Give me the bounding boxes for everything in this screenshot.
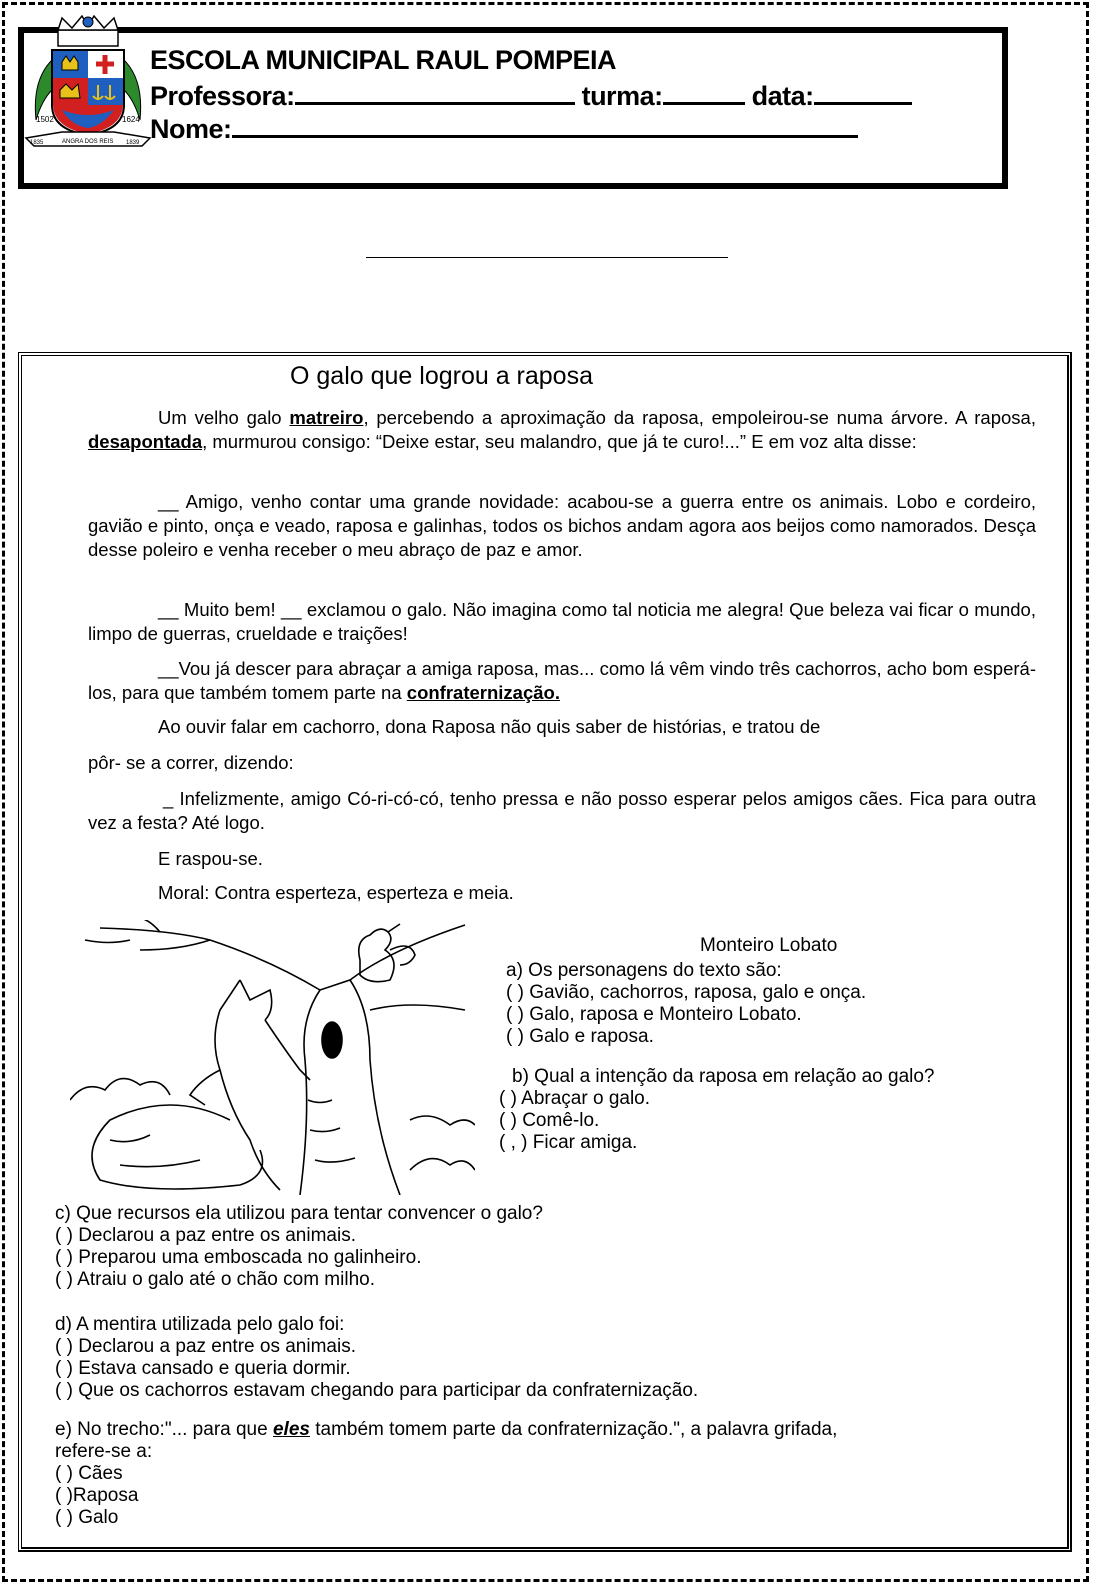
question-c [55,1203,543,1291]
story-paragraph-6: _ Infelizmente, amigo Có-ri-có-có, tenho pressa e não posso esperar pelos amigos cães. Fica para outra vez a festa? Até logo. [88,788,1036,833]
teacher-label: Professora: [150,81,295,111]
header-line-2 [150,80,912,112]
question-e-option-1[interactable]: ( ) Cães [55,1463,123,1484]
question-e-prompt-2: refere-se a: [55,1441,153,1462]
underlined-word-eles: eles [272,1419,310,1440]
story-paragraph-2: __ Amigo, venho contar uma grande novidade: acabou-se a guerra entre os animais. Lobo e cordeiro, gavião e pinto, onça e veado, raposa e galinhas, todos os bichos andam agora aos beijos como namorados. Desça desse poleiro e venha receber o meu abraço de paz e amor. [88,491,1036,560]
question-a [506,960,866,1048]
story-paragraph-3: __ Muito bem! __ exclamou o galo. Não imagina como tal noticia me alegra! Que beleza vai ficar o mundo, limpo de guerras, crueldade e traições! [88,599,1036,644]
question-a-option-2[interactable]: ( ) Galo, raposa e Monteiro Lobato. [506,1004,802,1025]
crest-bottom-right-year: 1839 [126,140,140,146]
crest-right-year: 1624 [122,115,140,124]
question-d-option-3[interactable]: ( ) Que os cachorros estavam chegando para participar da confraternização. [55,1380,699,1401]
underlined-word-matreiro: matreiro [289,407,364,428]
fox-rooster-illustration [70,920,475,1195]
question-a-option-1[interactable]: ( ) Gavião, cachorros, raposa, galo e onça. [506,982,867,1003]
story-paragraph-1: Um velho galo matreiro, percebendo a aproximação da raposa, empoleirou-se numa árvore. A raposa, desapontada, murmurou consigo: “Deixe estar, seu malandro, que já te curo!...” E em voz alta disse: [88,407,1036,452]
question-c-option-3[interactable]: ( ) Atraiu o galo até o chão com milho. [55,1269,375,1290]
city-crest-icon [22,10,154,148]
question-d [55,1314,698,1402]
name-label: Nome: [150,114,232,144]
teacher-field[interactable] [295,80,575,105]
question-a-option-3[interactable]: ( ) Galo e raposa. [506,1026,654,1047]
header-line-3 [150,113,858,145]
story-paragraph-5a: Ao ouvir falar em cachorro, dona Raposa não quis saber de histórias, e tratou de [158,716,821,737]
author: Monteiro Lobato [700,935,838,956]
class-field[interactable] [663,80,745,105]
story-title: O galo que logrou a raposa [290,362,593,390]
question-b-prompt: b) Qual a intenção da raposa em relação ao galo? [512,1066,935,1087]
story-paragraph-7: E raspou-se. [158,848,263,869]
crest-bottom-left-year: 1835 [30,140,44,146]
name-field[interactable] [232,113,858,138]
underlined-word-confraternizacao: confraternização. [406,682,560,703]
story-paragraph-4: __Vou já descer para abraçar a amiga raposa, mas... como lá vêm vindo três cachorros, acho bom esperá-los, para que também tomem parte na confraternização. [88,658,1036,703]
question-a-prompt: a) Os personagens do texto são: [506,960,782,981]
school-name: ESCOLA MUNICIPAL RAUL POMPEIA [150,45,617,75]
question-b-option-1[interactable]: ( ) Abraçar o galo. [499,1088,651,1109]
question-c-prompt: c) Que recursos ela utilizou para tentar convencer o galo? [55,1203,543,1224]
question-e-option-2[interactable]: ( )Raposa [55,1485,139,1506]
question-d-option-2[interactable]: ( ) Estava cansado e queria dormir. [55,1358,351,1379]
story-moral: Moral: Contra esperteza, esperteza e meia. [158,882,514,903]
title-blank-line [366,257,728,258]
story-paragraph-5b: pôr- se a correr, dizendo: [88,752,294,773]
question-e [55,1419,837,1529]
question-c-option-1[interactable]: ( ) Declarou a paz entre os animais. [55,1225,356,1246]
question-b-option-2[interactable]: ( ) Comê-lo. [499,1110,600,1131]
question-d-prompt: d) A mentira utilizada pelo galo foi: [55,1314,345,1335]
underlined-word-desapontada: desapontada [88,431,203,452]
date-label: data: [751,81,814,111]
question-d-option-1[interactable]: ( ) Declarou a paz entre os animais. [55,1336,356,1357]
question-e-prompt: e) No trecho:"... para que eles também tomem parte da confraternização.", a palavra grifada, [55,1419,838,1440]
question-c-option-2[interactable]: ( ) Preparou uma emboscada no galinheiro. [55,1247,422,1268]
question-b-option-3[interactable]: ( , ) Ficar amiga. [499,1132,638,1153]
crest-motto: ANGRA DOS REIS [62,139,114,145]
date-field[interactable] [814,80,912,105]
question-e-option-3[interactable]: ( ) Galo [55,1507,119,1528]
question-b [499,1066,935,1154]
class-label: turma: [581,81,663,111]
crest-left-year: 1502 [36,115,54,124]
